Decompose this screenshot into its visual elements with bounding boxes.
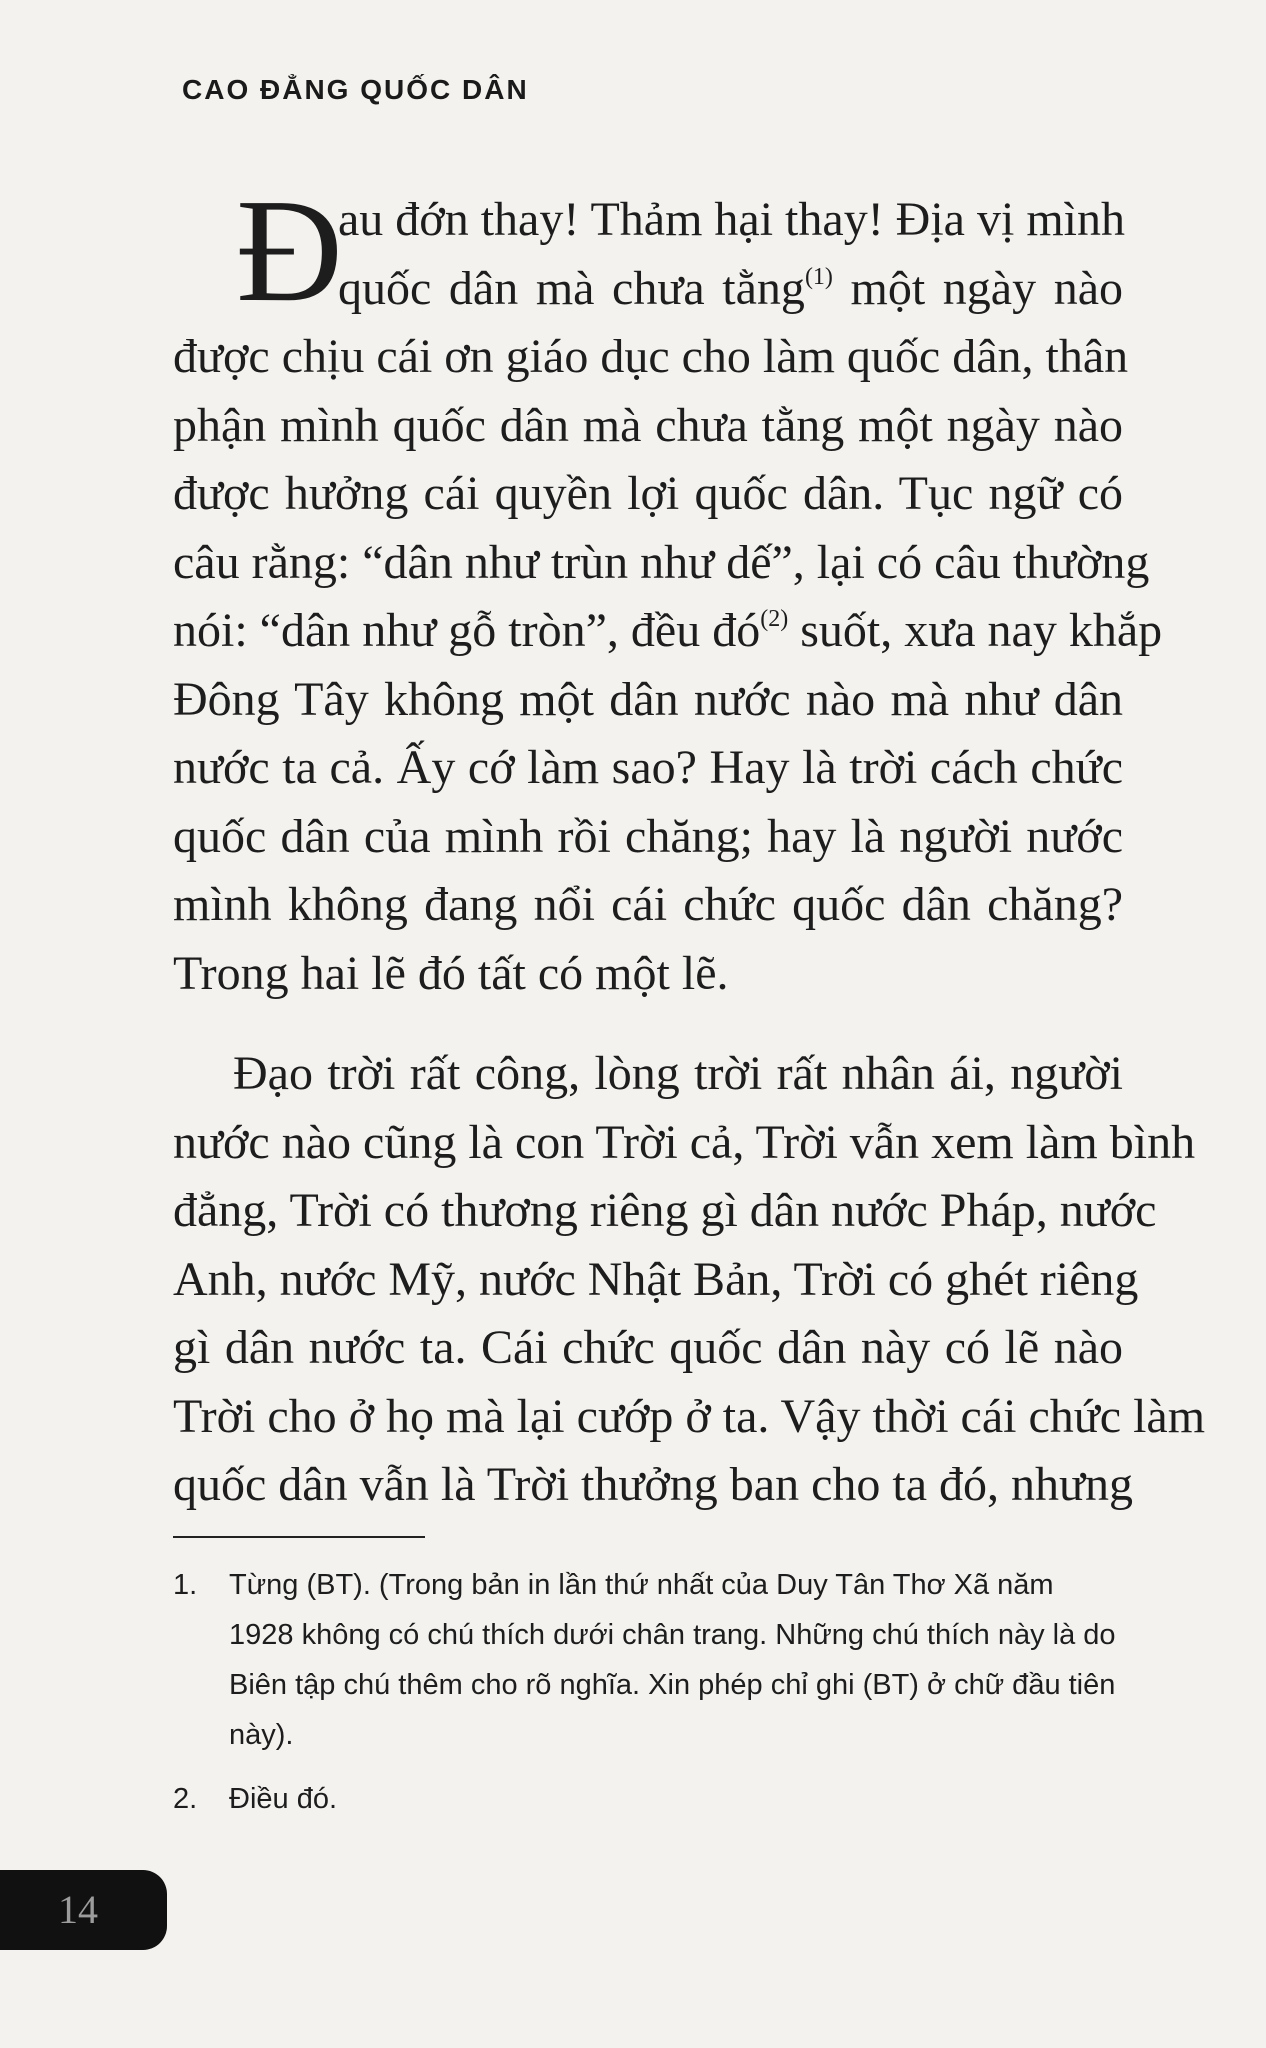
text-line: quốc dân của mình rồi chăng; hay là người nước [173,809,1123,863]
text-line: Trong hai lẽ đó tất có một lẽ. [173,946,729,1000]
page-number-tab [0,1870,167,1950]
text-line: quốc dân mà chưa tằng$^{(1)}$ một ngày nào [338,261,1124,315]
text-line: phận mình quốc dân mà chưa tằng một ngày nào [173,398,1123,452]
paragraph-1 [173,169,1163,1008]
footnote-text: Điều đó. [229,1783,338,1815]
text-line: gì dân nước ta. Cái chức quốc dân này có lẽ nào [173,1321,1123,1374]
text-line: câu rằng: “dân như trùn như dế”, lại có câu thường [173,535,1150,589]
text-line: Trời cho ở họ mà lại cướp ở ta. Vậy thời cái chức làm [173,1389,1206,1443]
footnote-divider [173,1536,425,1538]
drop-cap: Đ [236,169,343,333]
footnote-ref-1: (1) [804,263,833,290]
text-line: mình không đang nổi cái chức quốc dân chăng? [173,878,1123,931]
text-line: nói: “dân như gỗ tròn”, đều $đó^{(2)}$ suốt, xưa nay khắp [173,604,1163,657]
text-line: đẳng, Trời có thương riêng gì dân nước Pháp, nước [173,1184,1157,1237]
text-line: quốc dân vẫn là Trời thưởng ban cho ta đó, nhưng [173,1458,1134,1511]
text-line: được chịu cái ơn giáo dục cho làm quốc dân, thân [173,330,1129,383]
text-line: au đớn thay! Thảm hại thay! Địa vị mình [338,193,1125,246]
running-header: CAO ĐẲNG QUỐC DÂN [182,74,529,105]
paragraph-2 [173,1040,1206,1520]
text-line: nước nào cũng là con Trời cả, Trời vẫn xem làm bình [173,1115,1196,1169]
footnote-number: 1. [173,1569,198,1601]
text-line: Anh, nước Mỹ, nước Nhật Bản, Trời có ghét riêng [173,1252,1139,1306]
page-number: 14 [58,1887,98,1932]
footnotes [173,1560,1123,1824]
text-line: Đạo trời rất công, lòng trời rất nhân ái, người [233,1047,1123,1100]
text-line: nước ta cả. Ấy cớ làm sao? Hay là trời cách chức [173,741,1123,794]
footnote [173,1560,1123,1760]
text-line: được hưởng cái quyền lợi quốc dân. Tục ngữ có [173,467,1123,520]
footnote-ref-2: (2) [760,606,789,632]
footnote-number: 2. [173,1783,198,1815]
text-line: Đông Tây không một dân nước nào mà như dân [173,672,1123,726]
footnote-text: Từng (BT). (Trong bản in lần thứ nhất của Duy Tân Thơ Xã năm 1928 không có chú thích dưới chân trang. Những chú thích này là do Biên tập chú thêm cho rõ nghĩa. Xin phép chỉ ghi (BT) ở chữ đầu tiên này). [229,1569,1116,1751]
footnote [173,1774,1123,1824]
